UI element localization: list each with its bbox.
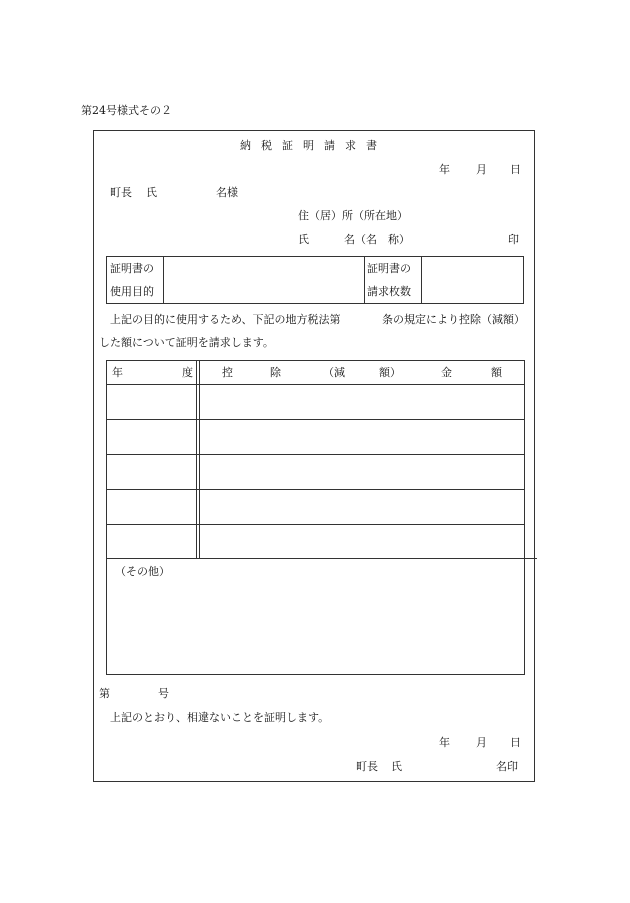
other-label: （その他） <box>115 565 170 578</box>
col-year-1: 年 <box>112 366 123 379</box>
col-amount-3: （減 <box>323 366 345 379</box>
purpose-label-line1: 証明書の <box>110 262 154 275</box>
purpose-table <box>106 256 524 304</box>
col-year-2: 度 <box>182 366 193 379</box>
cert-statement: 上記のとおり、相違ないことを証明します。 <box>110 711 330 724</box>
request-date-month: 月 <box>476 163 487 176</box>
cert-date-month: 月 <box>476 736 487 749</box>
seal-mark: 印 <box>508 233 519 246</box>
mayor-prefix: 町長 <box>356 760 378 773</box>
form-title: 納税証明請求書 <box>240 139 387 152</box>
purpose-label-line2: 使用目的 <box>110 285 154 298</box>
addressee-suffix: 名様 <box>216 186 238 199</box>
col-amount-1: 控 <box>222 366 233 379</box>
col-amount-4: 額） <box>379 366 401 379</box>
col-amount-2: 除 <box>270 366 281 379</box>
request-date-day: 日 <box>510 163 521 176</box>
col-amount-5: 金 <box>441 366 452 379</box>
address-label: 住（居）所（所在地） <box>298 209 408 222</box>
deduction-table <box>106 360 525 675</box>
addressee-prefix: 町長 <box>110 186 132 199</box>
cert-date-year: 年 <box>439 736 450 749</box>
statement-line1-a: 上記の目的に使用するため、下記の地方税法第 <box>110 313 341 326</box>
statement-line1-b: 条の規定により控除（減額） <box>382 313 525 326</box>
mayor-title: 氏 <box>391 760 402 773</box>
addressee-title: 氏 <box>146 186 157 199</box>
cert-number-prefix: 第 <box>99 687 110 700</box>
mayor-seal: 名印 <box>496 760 518 773</box>
form-number: 第24号様式その２ <box>81 104 172 117</box>
count-label-line2: 請求枚数 <box>367 285 411 298</box>
request-date-year: 年 <box>439 163 450 176</box>
col-amount-6: 額 <box>491 366 502 379</box>
statement-line2: した額について証明を請求します。 <box>99 336 274 349</box>
cert-number-suffix: 号 <box>158 687 169 700</box>
name-label-2: 名（名 称） <box>344 233 410 246</box>
count-label-line1: 証明書の <box>367 262 411 275</box>
cert-date-day: 日 <box>510 736 521 749</box>
name-label-1: 氏 <box>298 233 309 246</box>
